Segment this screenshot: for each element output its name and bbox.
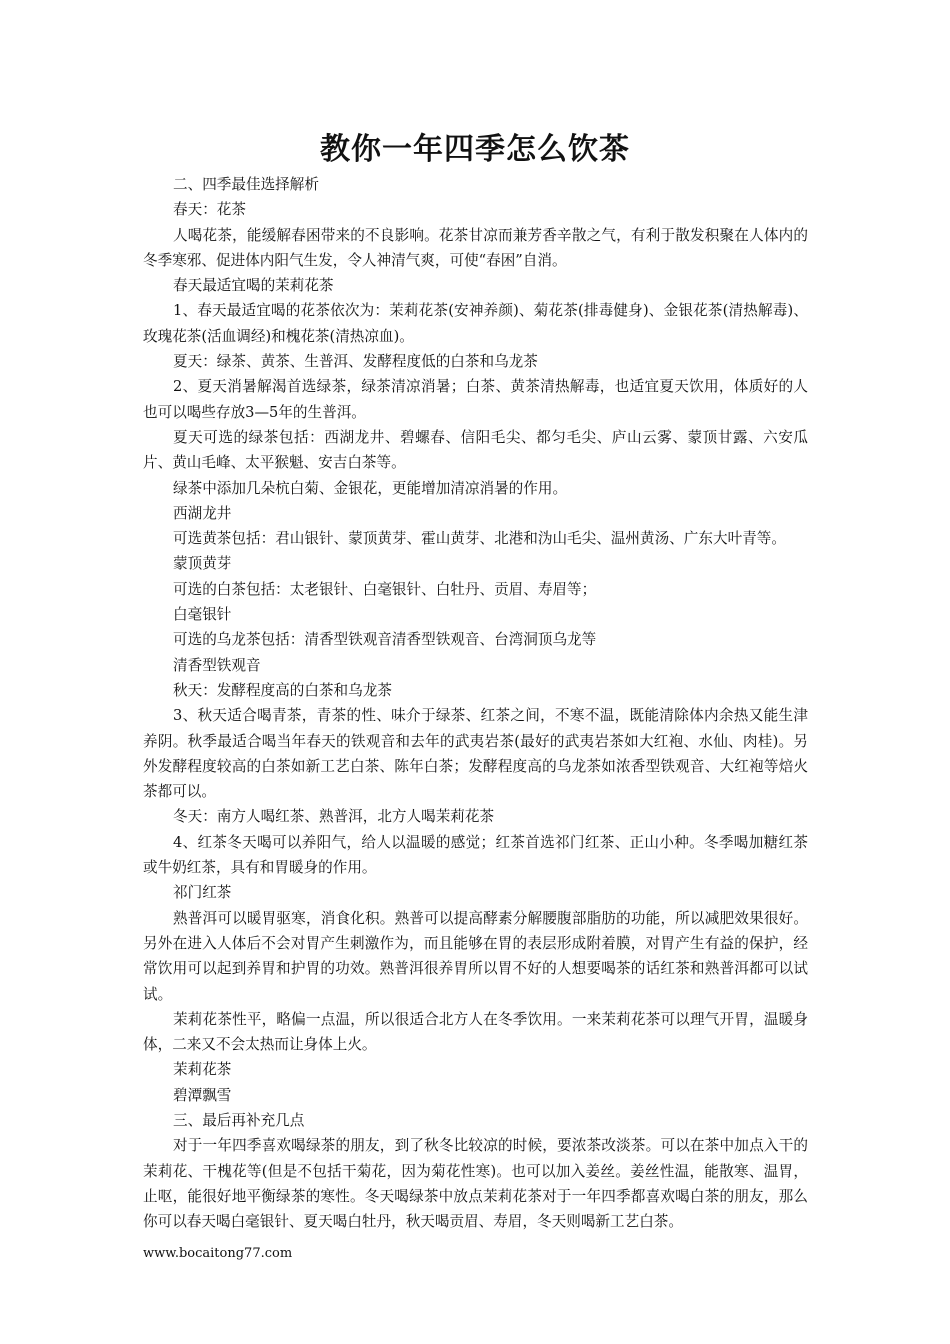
paragraph: 夏天：绿茶、黄茶、生普洱、发酵程度低的白茶和乌龙茶 — [173, 353, 538, 371]
paragraph: 清香型铁观音 — [173, 656, 261, 674]
paragraph: 可选黄茶包括：君山银针、蒙顶黄芽、霍山黄芽、北港和沩山毛尖、温州黄汤、广东大叶青等。 — [173, 530, 786, 548]
paragraph: 对于一年四季喜欢喝绿茶的朋友，到了秋冬比较凉的时候，要浓茶改淡茶。可以在茶中加点入干的茉莉花、干槐花等(但是不包括干菊花，因为菊花性寒)。也可以加入姜丝。姜丝性温，能散寒、温胃，止呕，能很好地平衡绿茶的寒性。冬天喝绿茶中放点茉莉花茶对于一年四季都喜欢喝白茶的朋友，那么你可以春天喝白毫银针、夏天喝白牡丹，秋天喝贡眉、寿眉，冬天则喝新工艺白茶。 — [143, 1137, 808, 1231]
paragraph: 绿茶中添加几朵杭白菊、金银花，更能增加清凉消暑的作用。 — [173, 479, 568, 497]
paragraph: 1、春天最适宜喝的花茶依次为：茉莉花茶(安神养颜)、菊花茶(排毒健身)、金银花茶(清热解毒)、玫瑰花茶(活血调经)和槐花茶(清热凉血)。 — [143, 302, 808, 345]
paragraph: 可选的乌龙茶包括：清香型铁观音清香型铁观音、台湾洞顶乌龙等 — [173, 631, 597, 649]
footer-url: www.bocaitong77.com — [143, 1246, 293, 1261]
paragraph: 3、秋天适合喝青茶，青茶的性、味介于绿茶、红茶之间，不寒不温，既能清除体内余热又能生津养阴。秋季最适合喝当年春天的铁观音和去年的武夷岩茶(最好的武夷岩茶如大红袍、水仙、肉桂)。另外发酵程度较高的白茶如新工艺白茶、陈年白茶；发酵程度高的乌龙茶如浓香型铁观音、大红袍等焙火茶都可以。 — [143, 707, 808, 801]
paragraph: 春天：花茶 — [173, 201, 246, 219]
paragraph: 春天最适宜喝的茉莉花茶 — [173, 277, 334, 295]
paragraph: 可选的白茶包括：太老银针、白毫银针、白牡丹、贡眉、寿眉等； — [173, 580, 597, 598]
paragraph: 熟普洱可以暖胃驱寒，消食化积。熟普可以提高酵素分解腰腹部脂肪的功能，所以减肥效果很好。另外在进入人体后不会对胃产生刺激作为，而且能够在胃的表层形成附着膜，对胃产生有益的保护，经常饮用可以起到养胃和护胃的功效。熟普洱很养胃所以胃不好的人想要喝茶的话红茶和熟普洱都可以试试。 — [143, 909, 808, 1003]
paragraph: 茉莉花茶 — [173, 1061, 232, 1079]
document-title: 教你一年四季怎么饮茶 — [320, 132, 630, 167]
paragraph: 二、四季最佳选择解析 — [173, 176, 319, 193]
paragraph: 白毫银针 — [173, 606, 232, 624]
paragraph: 4、红茶冬天喝可以养阳气，给人以温暖的感觉；红茶首选祁门红茶、正山小种。冬季喝加糖红茶或牛奶红茶，具有和胃暖身的作用。 — [143, 833, 808, 877]
paragraph: 2、夏天消暑解渴首选绿茶，绿茶清凉消暑；白茶、黄茶清热解毒，也适宜夏天饮用，体质好的人也可以喝些存放3—5年的生普洱。 — [143, 378, 808, 421]
paragraph: 冬天：南方人喝红茶、熟普洱，北方人喝茉莉花茶 — [173, 808, 495, 826]
paragraph: 秋天：发酵程度高的白茶和乌龙茶 — [173, 681, 392, 699]
paragraph: 碧潭飘雪 — [173, 1086, 232, 1104]
paragraph: 夏天可选的绿茶包括：西湖龙井、碧螺春、信阳毛尖、都匀毛尖、庐山云雾、蒙顶甘露、六安瓜片、黄山毛峰、太平猴魁、安吉白茶等。 — [143, 428, 808, 472]
paragraph: 人喝花茶，能缓解春困带来的不良影响。花茶甘凉而兼芳香辛散之气，有利于散发积聚在人体内的冬季寒邪、促进体内阳气生发，令人神清气爽，可使“春困”自消。 — [143, 226, 808, 269]
paragraph: 茉莉花茶性平，略偏一点温，所以很适合北方人在冬季饮用。一来茉莉花茶可以理气开胃，温暖身体，二来又不会太热而让身体上火。 — [143, 1010, 808, 1054]
paragraph: 西湖龙井 — [173, 504, 232, 522]
document-body — [143, 172, 808, 1234]
paragraph: 祁门红茶 — [173, 884, 232, 902]
paragraph: 三、最后再补充几点 — [173, 1111, 305, 1129]
paragraph: 蒙顶黄芽 — [173, 555, 232, 573]
